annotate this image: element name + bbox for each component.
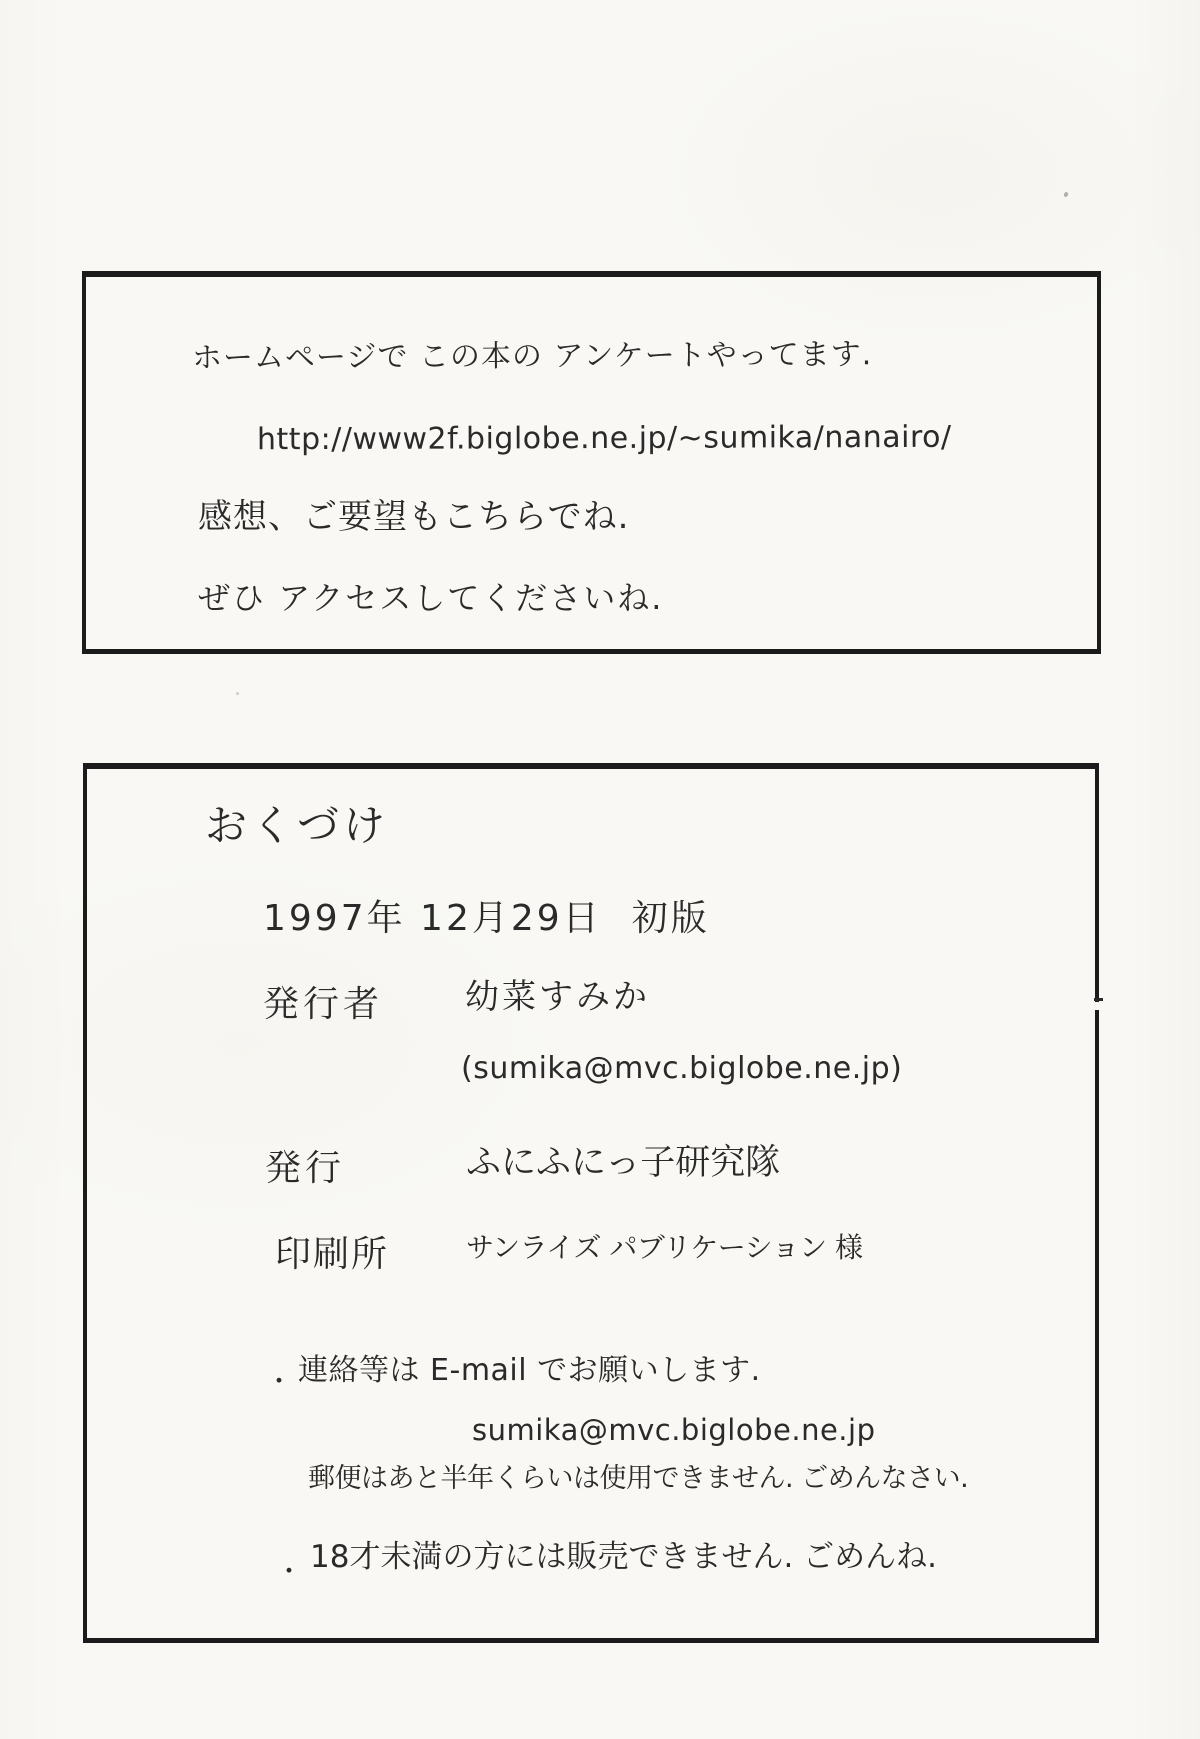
printer-label: 印刷所 [275,1234,390,1275]
contact-note-text: 連絡等は E-mail でお願いします. [298,1353,761,1388]
circle-name: ふにふにっ子研究隊 [466,1143,781,1183]
scan-speck [236,692,239,695]
age-restriction-note-text: 18才未満の方には販売できません. ごめんね. [310,1539,938,1575]
scan-border-tick [1094,998,1103,1001]
homepage-announcement-text: ホームページで この本の アンケートやってます. [191,337,873,376]
scan-speck [1063,191,1068,197]
printer-name: サンライズ パブリケーション 様 [466,1231,863,1264]
publisher-label: 発行者 [263,984,384,1025]
homepage-url-text: http://www2f.biglobe.ne.jp/~sumika/nanairo/ [256,419,952,458]
access-invite-text: ぜひ アクセスしてくださいね. [198,579,664,617]
publication-date: 1997年 12月29日 [263,898,602,939]
publication-date-line [263,896,710,941]
publisher-name: 幼菜すみか [465,977,650,1017]
edition-label: 初版 [631,898,710,939]
postal-note-text: 郵便はあと半年くらいは使用できません. ごめんなさい. [308,1463,969,1494]
note-bullet: ・ [266,1367,293,1397]
website-info-box [82,271,1101,654]
colophon-box [83,763,1099,1643]
colophon-title: おくづけ [205,801,390,850]
note-bullet: ・ [276,1557,303,1587]
scan-border-gap [1095,1002,1099,1010]
contact-email-text: sumika@mvc.biglobe.ne.jp [472,1413,876,1447]
feedback-request-text: 感想、ご要望もこちらでね. [198,497,630,537]
circle-label: 発行 [265,1148,346,1189]
publisher-email: (sumika@mvc.biglobe.ne.jp) [461,1051,903,1086]
